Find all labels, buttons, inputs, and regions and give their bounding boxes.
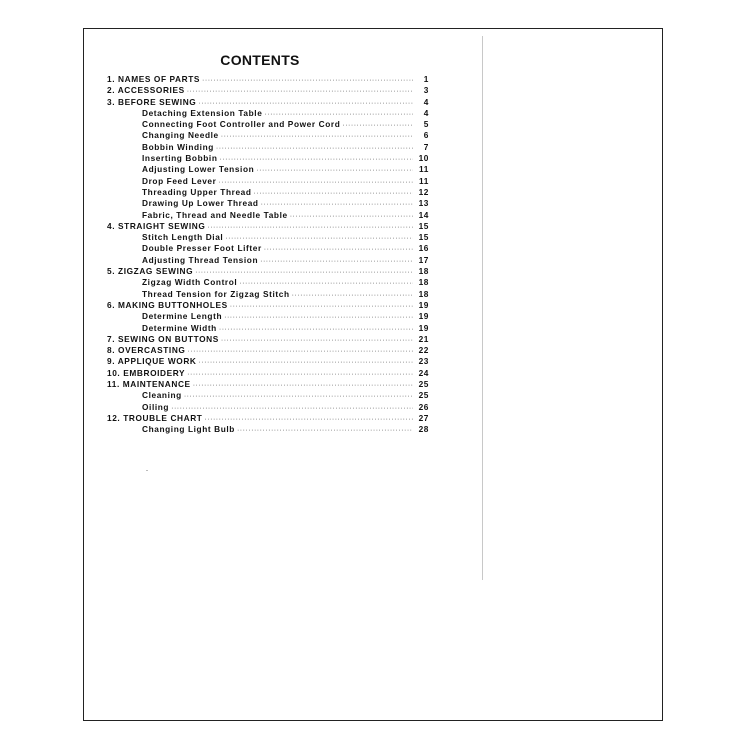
toc-entry-label: Fabric, Thread and Needle Table [142,209,288,220]
toc-entry-label: 2. ACCESSORIES [107,85,185,96]
toc-entry-label: 3. BEFORE SEWING [107,96,197,107]
toc-entry-label: 9. APPLIQUE WORK [107,356,197,367]
toc-page-number: 14 [418,209,429,220]
toc-section-entry [107,266,429,277]
toc-subsection-entry [107,323,429,334]
toc-page-number: 19 [418,299,429,310]
dot-leader [230,301,413,312]
toc-entry-label: Changing Needle [142,130,219,141]
toc-subsection-entry [107,255,429,266]
toc-section-entry [107,300,429,311]
toc-subsection-entry [107,424,429,435]
dot-leader [187,86,413,97]
toc-page-number: 11 [419,175,429,186]
dot-leader [219,324,413,335]
toc-entry-label: 10. EMBROIDERY [107,367,186,378]
toc-entry-label: 4. STRAIGHT SEWING [107,220,206,231]
toc-subsection-entry [107,153,429,164]
toc-page-number: 11 [419,164,429,175]
toc-subsection-entry [107,187,429,198]
toc-section-entry [107,85,429,96]
dot-leader [204,414,413,425]
toc-entry-label: Determine Length [142,311,223,322]
toc-subsection-entry [107,198,429,209]
toc-page-number: 7 [423,141,429,152]
table-of-contents [107,74,429,436]
toc-page-number: 28 [418,424,429,435]
toc-page-number: 23 [418,356,429,367]
toc-entry-label: Drawing Up Lower Thread [142,198,259,209]
toc-entry-label: Zigzag Width Control [142,277,238,288]
dot-leader [199,357,413,368]
toc-subsection-entry [107,232,429,243]
toc-entry-label: Detaching Extension Table [142,107,263,118]
toc-subsection-entry [107,210,429,221]
toc-page-number: 13 [418,198,429,209]
toc-page-number: 18 [418,288,429,299]
toc-entry-label: 6. MAKING BUTTONHOLES [107,299,228,310]
toc-subsection-entry [107,164,429,175]
toc-entry-label: Adjusting Lower Tension [142,164,255,175]
toc-page-number: 10 [418,153,429,164]
toc-entry-label: Oiling [142,401,170,412]
toc-subsection-entry [107,243,429,254]
dot-leader [187,369,413,380]
toc-entry-label: Determine Width [142,322,217,333]
toc-entry-label: Drop Feed Lever [142,175,217,186]
toc-section-entry [107,345,429,356]
toc-subsection-entry [107,289,429,300]
toc-page-number: 18 [418,266,429,277]
toc-page-number: 26 [418,401,429,412]
dot-leader [264,244,413,255]
toc-page-number: 18 [418,277,429,288]
toc-entry-label: 5. ZIGZAG SEWING [107,266,194,277]
toc-subsection-entry [107,130,429,141]
toc-entry-label: Double Presser Foot Lifter [142,243,262,254]
toc-page-number: 25 [418,390,429,401]
toc-page-number: 6 [423,130,429,141]
toc-section-entry [107,334,429,345]
toc-subsection-entry [107,142,429,153]
toc-section-entry [107,97,429,108]
toc-entry-label: Thread Tension for Zigzag Stitch [142,288,290,299]
dot-leader [184,391,413,402]
toc-section-entry [107,221,429,232]
scan-speck [146,470,148,471]
dot-leader [221,131,413,142]
toc-entry-label: 11. MAINTENANCE [107,379,191,390]
toc-page-number: 12 [418,186,429,197]
toc-section-entry [107,413,429,424]
toc-section-entry [107,379,429,390]
dot-leader [237,425,413,436]
toc-entry-label: Connecting Foot Controller and Power Cord [142,119,341,130]
toc-subsection-entry [107,277,429,288]
toc-entry-label: 1. NAMES OF PARTS [107,74,201,84]
toc-entry-label: Adjusting Thread Tension [142,254,259,265]
page-fold-line [482,36,483,580]
dot-leader [224,312,413,323]
toc-subsection-entry [107,119,429,130]
dot-leader [216,143,413,154]
toc-subsection-entry [107,402,429,413]
dot-leader [260,256,413,267]
toc-page-number: 19 [418,311,429,322]
toc-entry-label: 12. TROUBLE CHART [107,412,203,423]
toc-page-number: 4 [423,107,429,118]
toc-page-number: 21 [418,333,429,344]
toc-page-number: 16 [418,243,429,254]
dot-leader [171,403,413,414]
toc-page-number: 15 [418,220,429,231]
dot-leader [193,380,413,391]
toc-page-number: 5 [423,119,429,130]
toc-page-number: 1 [423,74,429,84]
toc-subsection-entry [107,390,429,401]
toc-page-number: 19 [418,322,429,333]
toc-subsection-entry [107,176,429,187]
toc-entry-label: Bobbin Winding [142,141,214,152]
dot-leader [207,222,413,233]
toc-page-number: 25 [418,379,429,390]
toc-entry-label: Changing Light Bulb [142,424,235,435]
dot-leader [256,165,413,176]
toc-section-entry [107,368,429,379]
toc-entry-label: 7. SEWING ON BUTTONS [107,333,219,344]
dot-leader [254,188,413,199]
toc-page-number: 22 [418,345,429,356]
toc-page-number: 17 [418,254,429,265]
toc-section-entry [107,74,429,85]
dot-leader [187,346,413,357]
toc-section-entry [107,356,429,367]
toc-entry-label: 8. OVERCASTING [107,345,186,356]
toc-page-number: 24 [418,367,429,378]
dot-leader [342,120,413,131]
dot-leader [221,335,413,346]
dot-leader [202,75,413,86]
toc-entry-label: Stitch Length Dial [142,232,224,243]
contents-title: CONTENTS [220,52,300,68]
toc-entry-label: Inserting Bobbin [142,153,218,164]
toc-entry-label: Threading Upper Thread [142,186,252,197]
toc-page-number: 4 [423,96,429,107]
toc-entry-label: Cleaning [142,390,182,401]
toc-page-number: 27 [418,412,429,423]
toc-page-number: 3 [423,85,429,96]
toc-subsection-entry [107,311,429,322]
toc-page-number: 15 [418,232,429,243]
dot-leader [290,211,413,222]
dot-leader [292,290,413,301]
toc-subsection-entry [107,108,429,119]
